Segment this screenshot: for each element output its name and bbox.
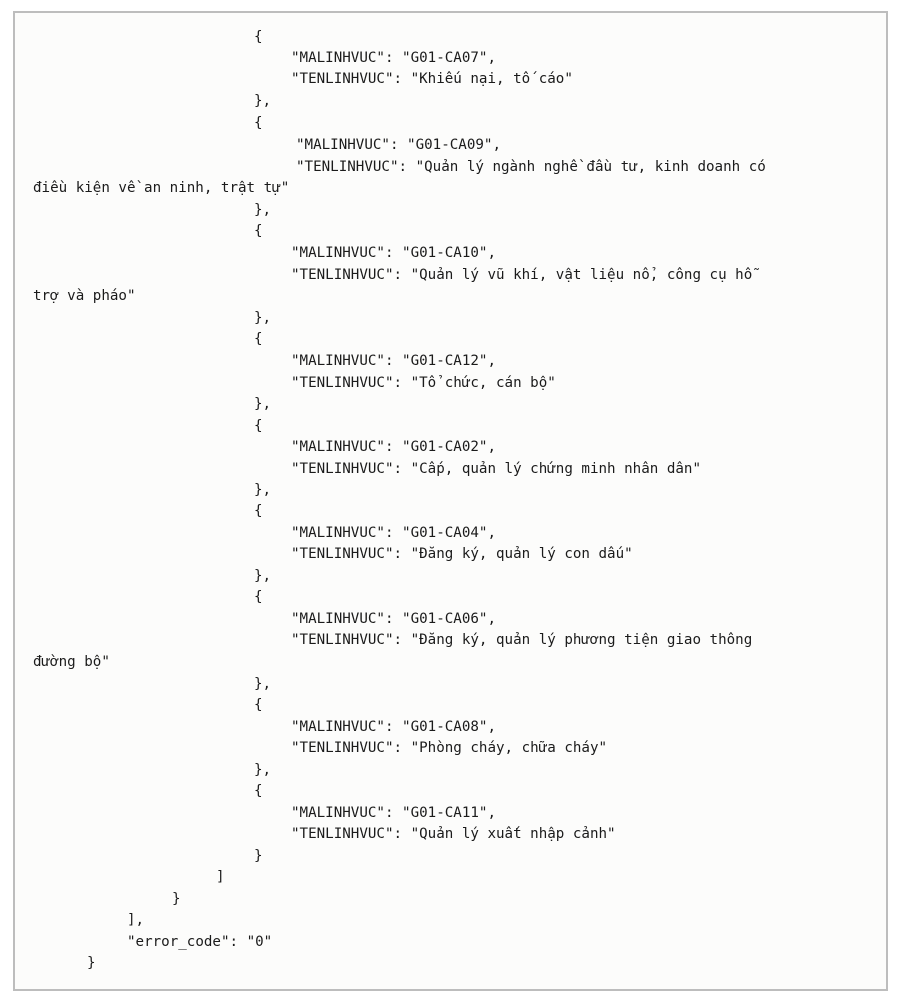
code-line: {: [254, 503, 263, 519]
code-line: ],: [127, 912, 145, 928]
code-line: trợ và pháo": [33, 288, 136, 304]
code-line: ]: [216, 869, 225, 885]
code-line: điều kiện về an ninh, trật tự": [33, 180, 290, 196]
code-line: "MALINHVUC": "G01-CA08",: [291, 719, 496, 735]
code-line: "TENLINHVUC": "Tổ chức, cán bộ": [291, 375, 556, 391]
code-line: {: [254, 589, 263, 605]
code-line: }: [172, 891, 181, 907]
code-line: },: [254, 202, 272, 218]
document-frame: [13, 11, 888, 991]
code-line: "MALINHVUC": "G01-CA10",: [291, 245, 496, 261]
code-line: }: [254, 848, 263, 864]
code-line: {: [254, 223, 263, 239]
code-line: {: [254, 418, 263, 434]
code-line: },: [254, 310, 272, 326]
code-line: "MALINHVUC": "G01-CA11",: [291, 805, 496, 821]
code-line: "MALINHVUC": "G01-CA06",: [291, 611, 496, 627]
code-line: {: [254, 331, 263, 347]
code-line: {: [254, 29, 263, 45]
code-line: "MALINHVUC": "G01-CA09",: [296, 137, 501, 153]
code-line: }: [87, 955, 96, 971]
code-line: },: [254, 396, 272, 412]
code-line: "TENLINHVUC": "Quản lý vũ khí, vật liệu nổ, công cụ hỗ: [291, 267, 753, 283]
code-line: "MALINHVUC": "G01-CA02",: [291, 439, 496, 455]
code-line: "TENLINHVUC": "Cấp, quản lý chứng minh nhân dân": [291, 461, 701, 477]
code-line: "TENLINHVUC": "Quản lý ngành nghề đầu tư, kinh doanh có: [296, 159, 766, 175]
code-line: đường bộ": [33, 654, 110, 670]
code-line: "MALINHVUC": "G01-CA04",: [291, 525, 496, 541]
code-line: "TENLINHVUC": "Quản lý xuất nhập cảnh": [291, 826, 616, 842]
code-line: },: [254, 568, 272, 584]
code-line: },: [254, 676, 272, 692]
code-line: "TENLINHVUC": "Đăng ký, quản lý con dấu": [291, 546, 633, 562]
code-line: {: [254, 115, 263, 131]
code-line: "TENLINHVUC": "Phòng cháy, chữa cháy": [291, 740, 608, 756]
code-line: },: [254, 762, 272, 778]
code-line: "TENLINHVUC": "Khiếu nại, tố cáo": [291, 71, 573, 87]
code-line: "TENLINHVUC": "Đăng ký, quản lý phương tiện giao thông: [291, 632, 753, 648]
code-line: },: [254, 93, 272, 109]
code-line: "MALINHVUC": "G01-CA12",: [291, 353, 496, 369]
code-line: "MALINHVUC": "G01-CA07",: [291, 50, 496, 66]
code-line: "error_code": "0": [127, 934, 273, 950]
code-line: {: [254, 783, 263, 799]
json-code-block: [15, 13, 886, 989]
code-line: },: [254, 482, 272, 498]
code-line: {: [254, 697, 263, 713]
